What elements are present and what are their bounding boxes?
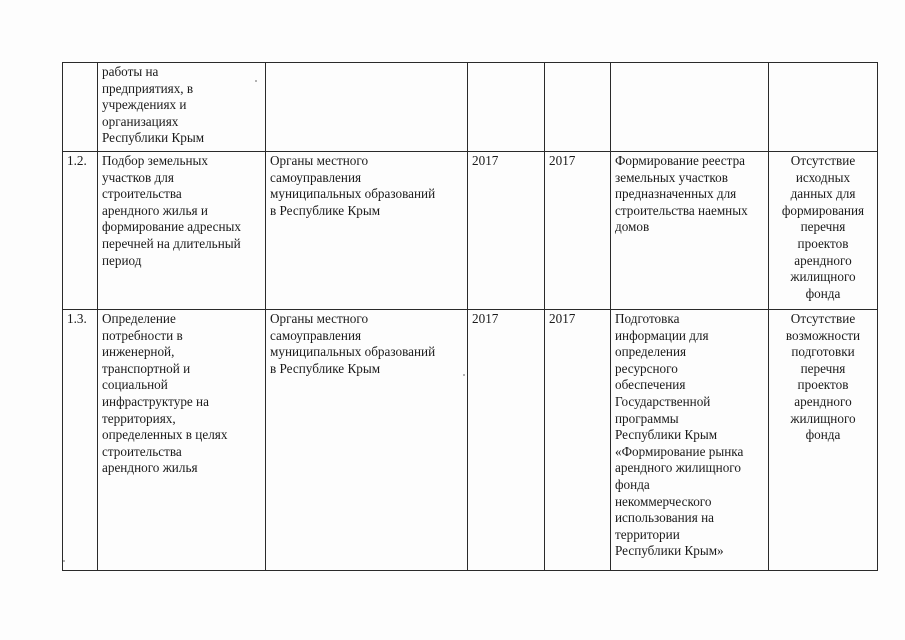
scan-speck — [63, 560, 65, 562]
end-year-cell: 2017 — [545, 310, 611, 571]
risk-cell — [769, 63, 878, 152]
result-cell — [611, 63, 769, 152]
table-row — [63, 310, 878, 571]
row-number — [63, 63, 98, 152]
row-number: 1.2. — [63, 152, 98, 310]
executor-cell: Органы местного самоуправления муниципальных образований в Республике Крым — [266, 152, 468, 310]
executor-cell: Органы местного самоуправления муниципальных образований в Республике Крым — [266, 310, 468, 571]
risk-cell: Отсутствие возможности подготовки перечня проектов арендного жилищного фонда — [769, 310, 878, 571]
measure-cell: работы на предприятиях, в учреждениях и организациях Республики Крым — [98, 63, 266, 152]
executor-cell — [266, 63, 468, 152]
end-year-cell — [545, 63, 611, 152]
start-year-cell — [468, 63, 545, 152]
end-year-cell: 2017 — [545, 152, 611, 310]
measure-cell: Подбор земельных участков для строительства арендного жилья и формирование адресных перечней на длительный период — [98, 152, 266, 310]
table-row — [63, 152, 878, 310]
scan-speck — [255, 80, 257, 82]
activity-plan-table — [62, 62, 878, 571]
risk-cell: Отсутствие исходных данных для формирования перечня проектов арендного жилищного фонда — [769, 152, 878, 310]
result-cell: Формирование реестра земельных участков предназначенных для строительства наемных домов — [611, 152, 769, 310]
row-number: 1.3. — [63, 310, 98, 571]
measure-cell: Определение потребности в инженерной, транспортной и социальной инфраструктуре на территориях, определенных в целях строительства арендного жилья — [98, 310, 266, 571]
result-cell: Подготовка информации для определения ресурсного обеспечения Государственной программы Республики Крым «Формирование рынка арендного жилищного фонда некоммерческого использования на территории Республики Крым» — [611, 310, 769, 571]
start-year-cell: 2017 — [468, 152, 545, 310]
start-year-cell: 2017 — [468, 310, 545, 571]
scan-speck — [463, 374, 465, 376]
table-row — [63, 63, 878, 152]
